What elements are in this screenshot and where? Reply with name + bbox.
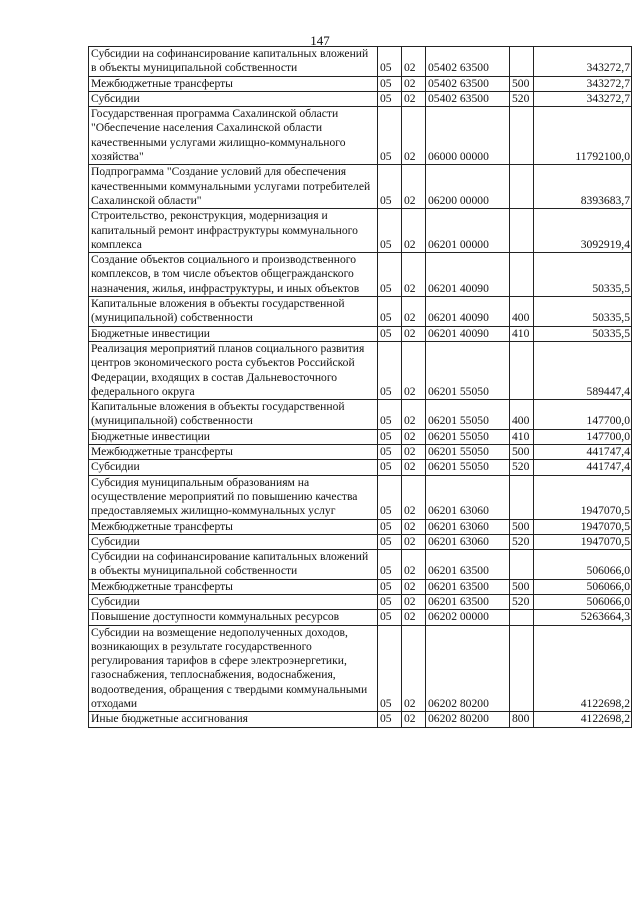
table-row (89, 519, 632, 534)
row-name-cell: Капитальные вложения в объекты государственной (муниципальной) собственности (89, 400, 378, 430)
expense-type-cell: 520 (510, 534, 534, 549)
table-row (89, 326, 632, 341)
table-row (89, 209, 632, 253)
section-code-cell: 05 (378, 400, 402, 430)
row-name-cell: Бюджетные инвестиции (89, 326, 378, 341)
table-row (89, 445, 632, 460)
row-name-cell: Строительство, реконструкция, модернизация и капитальный ремонт инфраструктуры коммунального комплекса (89, 209, 378, 253)
amount-cell: 343272,7 (534, 47, 632, 77)
section-code-cell: 05 (378, 76, 402, 91)
row-name-cell: Субсидии (89, 460, 378, 475)
target-article-cell: 06201 40090 (426, 297, 510, 327)
expense-type-cell: 800 (510, 712, 534, 727)
expense-type-cell (510, 47, 534, 77)
table-row (89, 625, 632, 712)
amount-cell: 506066,0 (534, 594, 632, 609)
target-article-cell: 06201 55050 (426, 429, 510, 444)
amount-cell: 343272,7 (534, 76, 632, 91)
subsection-code-cell: 02 (402, 625, 426, 712)
target-article-cell: 06201 63500 (426, 550, 510, 580)
row-name-cell: Субсидии (89, 594, 378, 609)
expense-type-cell (510, 341, 534, 399)
target-article-cell: 06202 80200 (426, 712, 510, 727)
amount-cell: 506066,0 (534, 550, 632, 580)
amount-cell: 343272,7 (534, 91, 632, 106)
target-article-cell: 06202 80200 (426, 625, 510, 712)
amount-cell: 1947070,5 (534, 475, 632, 519)
target-article-cell: 05402 63500 (426, 47, 510, 77)
row-name-cell: Межбюджетные трансферты (89, 579, 378, 594)
amount-cell: 11792100,0 (534, 107, 632, 165)
row-name-cell: Межбюджетные трансферты (89, 76, 378, 91)
row-name-cell: Капитальные вложения в объекты государственной (муниципальной) собственности (89, 297, 378, 327)
section-code-cell: 05 (378, 625, 402, 712)
section-code-cell: 05 (378, 579, 402, 594)
subsection-code-cell: 02 (402, 475, 426, 519)
subsection-code-cell: 02 (402, 460, 426, 475)
target-article-cell: 06201 63500 (426, 579, 510, 594)
expense-type-cell: 520 (510, 91, 534, 106)
section-code-cell: 05 (378, 326, 402, 341)
amount-cell: 441747,4 (534, 445, 632, 460)
subsection-code-cell: 02 (402, 165, 426, 209)
section-code-cell: 05 (378, 429, 402, 444)
row-name-cell: Субсидии (89, 91, 378, 106)
section-code-cell: 05 (378, 460, 402, 475)
amount-cell: 4122698,2 (534, 712, 632, 727)
expense-type-cell (510, 610, 534, 625)
subsection-code-cell: 02 (402, 253, 426, 297)
expense-type-cell (510, 107, 534, 165)
table-row (89, 610, 632, 625)
table-row (89, 297, 632, 327)
target-article-cell: 06200 00000 (426, 165, 510, 209)
subsection-code-cell: 02 (402, 47, 426, 77)
expense-type-cell: 520 (510, 594, 534, 609)
section-code-cell: 05 (378, 610, 402, 625)
amount-cell: 8393683,7 (534, 165, 632, 209)
subsection-code-cell: 02 (402, 91, 426, 106)
target-article-cell: 06201 55050 (426, 341, 510, 399)
expense-type-cell: 410 (510, 429, 534, 444)
target-article-cell: 05402 63500 (426, 91, 510, 106)
row-name-cell: Субсидии на софинансирование капитальных вложений в объекты муниципальной собственности (89, 550, 378, 580)
target-article-cell: 05402 63500 (426, 76, 510, 91)
table-row (89, 594, 632, 609)
expense-type-cell (510, 253, 534, 297)
expense-type-cell (510, 475, 534, 519)
section-code-cell: 05 (378, 209, 402, 253)
expense-type-cell: 400 (510, 297, 534, 327)
table-row (89, 47, 632, 77)
row-name-cell: Субсидии на возмещение недополученных доходов, возникающих в результате государственного регулирования тарифов в сфере электроэнергетики, газоснабжения, теплоснабжения, водоснабжения, водоотведения, обращения с твердыми коммунальными отходами (89, 625, 378, 712)
row-name-cell: Субсидии на софинансирование капитальных вложений в объекты муниципальной собственности (89, 47, 378, 77)
subsection-code-cell: 02 (402, 534, 426, 549)
expense-type-cell: 520 (510, 460, 534, 475)
section-code-cell: 05 (378, 594, 402, 609)
table-row (89, 460, 632, 475)
section-code-cell: 05 (378, 91, 402, 106)
table-row (89, 91, 632, 106)
table-row (89, 165, 632, 209)
amount-cell: 506066,0 (534, 579, 632, 594)
row-name-cell: Подпрограмма "Создание условий для обеспечения качественными коммунальными услугами потребителей Сахалинской области" (89, 165, 378, 209)
expense-type-cell: 500 (510, 445, 534, 460)
table-row (89, 534, 632, 549)
table-row (89, 712, 632, 727)
section-code-cell: 05 (378, 341, 402, 399)
amount-cell: 50335,5 (534, 297, 632, 327)
subsection-code-cell: 02 (402, 610, 426, 625)
subsection-code-cell: 02 (402, 209, 426, 253)
amount-cell: 1947070,5 (534, 534, 632, 549)
amount-cell: 147700,0 (534, 400, 632, 430)
section-code-cell: 05 (378, 712, 402, 727)
amount-cell: 441747,4 (534, 460, 632, 475)
expense-type-cell: 500 (510, 579, 534, 594)
table-row (89, 253, 632, 297)
section-code-cell: 05 (378, 297, 402, 327)
target-article-cell: 06201 55050 (426, 460, 510, 475)
row-name-cell: Создание объектов социального и производственного комплексов, в том числе объектов общегражданского назначения, жилья, инфраструктуры, и иных объектов (89, 253, 378, 297)
amount-cell: 5263664,3 (534, 610, 632, 625)
page-number: 147 (310, 33, 330, 48)
subsection-code-cell: 02 (402, 326, 426, 341)
row-name-cell: Повышение доступности коммунальных ресурсов (89, 610, 378, 625)
section-code-cell: 05 (378, 475, 402, 519)
subsection-code-cell: 02 (402, 76, 426, 91)
table-row (89, 429, 632, 444)
target-article-cell: 06201 63500 (426, 594, 510, 609)
subsection-code-cell: 02 (402, 712, 426, 727)
amount-cell: 50335,5 (534, 326, 632, 341)
row-name-cell: Иные бюджетные ассигнования (89, 712, 378, 727)
target-article-cell: 06000 00000 (426, 107, 510, 165)
subsection-code-cell: 02 (402, 107, 426, 165)
expense-type-cell: 500 (510, 76, 534, 91)
subsection-code-cell: 02 (402, 579, 426, 594)
expense-type-cell (510, 209, 534, 253)
budget-table-body (89, 47, 632, 728)
section-code-cell: 05 (378, 550, 402, 580)
row-name-cell: Бюджетные инвестиции (89, 429, 378, 444)
target-article-cell: 06201 63060 (426, 534, 510, 549)
target-article-cell: 06202 00000 (426, 610, 510, 625)
amount-cell: 4122698,2 (534, 625, 632, 712)
subsection-code-cell: 02 (402, 550, 426, 580)
expense-type-cell (510, 550, 534, 580)
table-row (89, 341, 632, 399)
subsection-code-cell: 02 (402, 297, 426, 327)
section-code-cell: 05 (378, 519, 402, 534)
target-article-cell: 06201 00000 (426, 209, 510, 253)
section-code-cell: 05 (378, 534, 402, 549)
expense-type-cell (510, 625, 534, 712)
expense-type-cell (510, 165, 534, 209)
table-row (89, 579, 632, 594)
target-article-cell: 06201 63060 (426, 475, 510, 519)
amount-cell: 1947070,5 (534, 519, 632, 534)
table-row (89, 107, 632, 165)
section-code-cell: 05 (378, 165, 402, 209)
target-article-cell: 06201 55050 (426, 445, 510, 460)
section-code-cell: 05 (378, 253, 402, 297)
target-article-cell: 06201 55050 (426, 400, 510, 430)
amount-cell: 50335,5 (534, 253, 632, 297)
expense-type-cell: 400 (510, 400, 534, 430)
amount-cell: 589447,4 (534, 341, 632, 399)
row-name-cell: Реализация мероприятий планов социального развития центров экономического роста субъектов Российской Федерации, входящих в состав Дальневосточного федерального округа (89, 341, 378, 399)
amount-cell: 147700,0 (534, 429, 632, 444)
section-code-cell: 05 (378, 47, 402, 77)
table-row (89, 400, 632, 430)
subsection-code-cell: 02 (402, 400, 426, 430)
table-row (89, 550, 632, 580)
budget-table (88, 46, 632, 728)
expense-type-cell: 500 (510, 519, 534, 534)
expense-type-cell: 410 (510, 326, 534, 341)
row-name-cell: Межбюджетные трансферты (89, 519, 378, 534)
subsection-code-cell: 02 (402, 519, 426, 534)
row-name-cell: Межбюджетные трансферты (89, 445, 378, 460)
subsection-code-cell: 02 (402, 341, 426, 399)
subsection-code-cell: 02 (402, 594, 426, 609)
row-name-cell: Субсидии (89, 534, 378, 549)
section-code-cell: 05 (378, 445, 402, 460)
target-article-cell: 06201 40090 (426, 326, 510, 341)
row-name-cell: Государственная программа Сахалинской области "Обеспечение населения Сахалинской области качественными услугами жилищно-коммунального хозяйства" (89, 107, 378, 165)
subsection-code-cell: 02 (402, 445, 426, 460)
table-row (89, 475, 632, 519)
amount-cell: 3092919,4 (534, 209, 632, 253)
subsection-code-cell: 02 (402, 429, 426, 444)
target-article-cell: 06201 63060 (426, 519, 510, 534)
section-code-cell: 05 (378, 107, 402, 165)
target-article-cell: 06201 40090 (426, 253, 510, 297)
table-row (89, 76, 632, 91)
row-name-cell: Субсидия муниципальным образованиям на осуществление мероприятий по повышению качества предоставляемых жилищно-коммунальных услуг (89, 475, 378, 519)
